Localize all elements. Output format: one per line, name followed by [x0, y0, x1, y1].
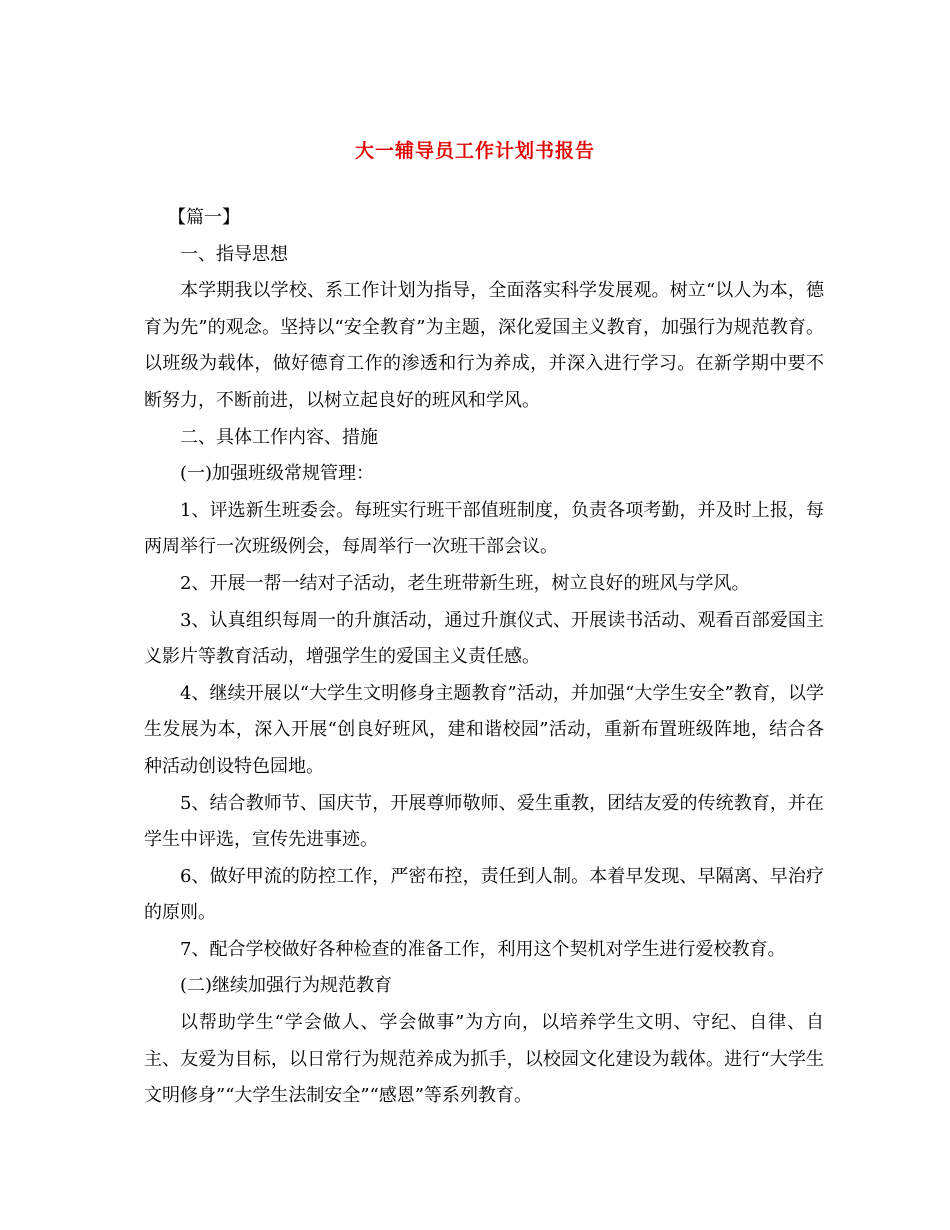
section-label: 【篇一】 — [168, 207, 240, 228]
document-body — [144, 200, 824, 1115]
subheading-behavior-education: (二)继续加强行为规范教育 — [180, 975, 393, 997]
subheading-class-management: (一)加强班级常规管理： — [180, 463, 375, 485]
list-item-1: 1、评选新生班委会。每班实行班干部值班制度，负责各项考勤，并及时上报，每两周举行一次班级例会，每周举行一次班干部会议。 — [144, 499, 824, 558]
list-item-7: 7、配合学校做好各种检查的准备工作，利用这个契机对学生进行爱校教育。 — [180, 938, 786, 960]
list-item-4: 4、继续开展以“大学生文明修身主题教育”活动，并加强“大学生安全”教育，以学生发展为本，深入开展“创良好班风，建和谐校园”活动，重新布置班级阵地，结合各种活动创设特色园地。 — [144, 682, 824, 777]
paragraph-behavior-education: 以帮助学生“学会做人、学会做事”为方向，以培养学生文明、守纪、自律、自主、友爱为目标，以日常行为规范养成为抓手，以校园文化建设为载体。进行“大学生文明修身”“大学生法制安全”“感恩”等系列教育。 — [144, 1012, 824, 1107]
list-item-6: 6、做好甲流的防控工作，严密布控，责任到人制。本着早发现、早隔离、早治疗的原则。 — [144, 865, 824, 924]
list-item-5: 5、结合教师节、国庆节，开展尊师敬师、爱生重教，团结友爱的传统教育，并在学生中评选，宣传先进事迹。 — [144, 792, 824, 851]
heading-guiding-ideology: 一、指导思想 — [180, 243, 288, 265]
heading-specific-work: 二、具体工作内容、措施 — [180, 426, 378, 448]
document-title: 大一辅导员工作计划书报告 — [354, 140, 595, 162]
list-item-2: 2、开展一帮一结对子活动，老生班带新生班，树立良好的班风与学风。 — [180, 572, 750, 594]
list-item-3: 3、认真组织每周一的升旗活动，通过升旗仪式、开展读书活动、观看百部爱国主义影片等教育活动，增强学生的爱国主义责任感。 — [144, 609, 824, 668]
paragraph-guiding-ideology: 本学期我以学校、系工作计划为指导，全面落实科学发展观。树立“以人为本，德育为先”的观念。坚持以“安全教育”为主题，深化爱国主义教育，加强行为规范教育。以班级为载体，做好德育工作的渗透和行为养成，并深入进行学习。在新学期中要不断努力，不断前进，以树立起良好的班风和学风。 — [144, 280, 824, 411]
